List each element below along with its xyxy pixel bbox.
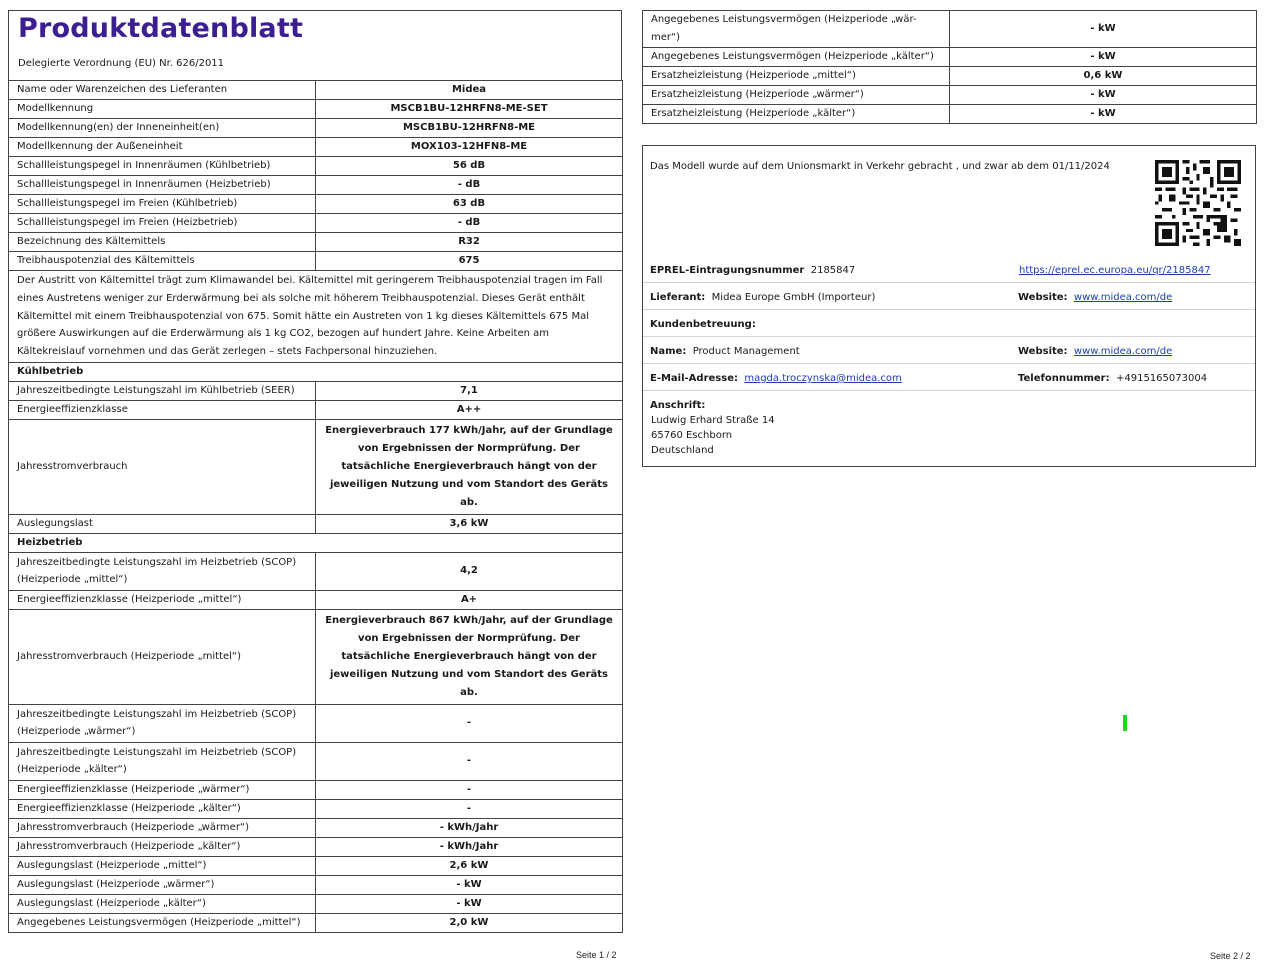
table-row [9, 252, 623, 271]
table-row [9, 381, 623, 400]
table-row [643, 86, 1257, 105]
refrigerant-note-row [9, 271, 623, 363]
table-row [643, 11, 1257, 48]
row-value: 2,6 kW [316, 856, 623, 875]
cooling-load-value: 3,6 kW [316, 514, 623, 533]
model-info-box [642, 145, 1256, 467]
supplier-line [650, 292, 875, 303]
row-value: - kW [950, 105, 1257, 124]
cooling-section-row [9, 362, 623, 381]
scop-mid-value: 4,2 [316, 552, 623, 590]
market-text: Das Modell wurde auf dem Unionsmarkt in Verkehr gebracht , und zwar ab dem 01/11/2024 [650, 161, 1110, 172]
scop-warm-label: Jahreszeitbedingte Leistungszahl im Heizbetrieb (SCOP) (Heizperiode „wärmer“) [9, 704, 316, 742]
heating-section-row [9, 533, 623, 552]
regulation-subtitle: Delegierte Verordnung (EU) Nr. 626/2011 [18, 58, 225, 69]
row-value: MSCB1BU-12HRFN8-ME-SET [316, 100, 623, 119]
supplier-value: Midea Europe GmbH (Importeur) [711, 292, 876, 303]
row-label: Ersatzheizleistung (Heizperiode „mittel“) [643, 67, 950, 86]
row-value: - [316, 780, 623, 799]
table-row [9, 856, 623, 875]
row-label: Jahresstromverbrauch (Heizperiode „wärmer“) [9, 818, 316, 837]
table-row [9, 742, 623, 780]
name-value: Product Management [692, 346, 800, 357]
website2-line [1018, 346, 1172, 357]
website-link[interactable]: www.midea.com/de [1073, 292, 1173, 303]
table-row [9, 81, 623, 100]
seer-label: Jahreszeitbedingte Leistungszahl im Kühlbetrieb (SEER) [9, 381, 316, 400]
table-row [9, 119, 623, 138]
row-value: - dB [316, 214, 623, 233]
email-line [650, 373, 902, 384]
row-label: Ersatzheizleistung (Heizperiode „wärmer“) [643, 86, 950, 105]
scop-cold-label: Jahreszeitbedingte Leistungszahl im Heizbetrieb (SCOP) (Heizperiode „kälter“) [9, 742, 316, 780]
eprel-label: EPREL-Eintragungsnummer [650, 265, 805, 276]
row-value: 63 dB [316, 195, 623, 214]
address-line-3: Deutschland [651, 445, 714, 456]
divider [643, 282, 1255, 283]
heating-class-mid-label: Energieeffizienzklasse (Heizperiode „mittel“) [9, 590, 316, 609]
supplier-label: Lieferant: [650, 292, 706, 303]
row-label: Modellkennung der Außeneinheit [9, 138, 316, 157]
name-label: Name: [650, 346, 687, 357]
website2-link[interactable]: www.midea.com/de [1073, 346, 1173, 357]
website2-label: Website: [1018, 346, 1068, 357]
row-value: - kW [316, 875, 623, 894]
row-label: Bezeichnung des Kältemittels [9, 233, 316, 252]
address-line-2: 65760 Eschborn [651, 430, 733, 441]
row-value: 675 [316, 252, 623, 271]
row-value: - kWh/Jahr [316, 818, 623, 837]
row-label: Name oder Warenzeichen des Lieferanten [9, 81, 316, 100]
text-cursor [1123, 715, 1127, 731]
table-row [9, 195, 623, 214]
row-label: Auslegungslast (Heizperiode „mittel“) [9, 856, 316, 875]
table-row [9, 704, 623, 742]
table-row [9, 818, 623, 837]
row-value: - kW [950, 48, 1257, 67]
row-value: Midea [316, 81, 623, 100]
table-row [643, 67, 1257, 86]
eprel-number: 2185847 [810, 265, 856, 276]
table-row [9, 214, 623, 233]
row-label: Modellkennung(en) der Inneneinheit(en) [9, 119, 316, 138]
cooling-consumption-value: Energieverbrauch 177 kWh/Jahr, auf der Grundlage von Ergebnissen der Normprüfung. Der tatsächliche Energieverbrauch hängt von der jeweiligen Nutzung und vom Standort des Geräts ab. [316, 419, 623, 514]
row-value: - [316, 799, 623, 818]
table-row [9, 157, 623, 176]
address-label: Anschrift: [650, 400, 706, 411]
row-value: - kW [316, 894, 623, 913]
phone-value: +4915165073004 [1115, 373, 1208, 384]
cooling-load-label: Auslegungslast [9, 514, 316, 533]
capacity-table [642, 10, 1257, 124]
eprel-link[interactable]: https://eprel.ec.europa.eu/qr/2185847 [1019, 265, 1211, 276]
email-link[interactable]: magda.troczynska@midea.com [744, 373, 902, 384]
row-value: - kW [950, 86, 1257, 105]
page-1 [8, 10, 622, 933]
divider [643, 309, 1255, 310]
address-line-1: Ludwig Erhard Straße 14 [651, 415, 775, 426]
heating-consumption-mid-value: Energieverbrauch 867 kWh/Jahr, auf der Grundlage von Ergebnissen der Normprüfung. Der tatsächliche Energieverbrauch hängt von der jeweiligen Nutzung und vom Standort des Geräts ab. [316, 609, 623, 704]
table-row [9, 138, 623, 157]
row-label: Schallleistungspegel im Freien (Kühlbetrieb) [9, 195, 316, 214]
table-row [9, 100, 623, 119]
cooling-class-value: A++ [316, 400, 623, 419]
scop-cold-value: - [316, 742, 623, 780]
page-2 [642, 10, 1256, 467]
eprel-line [650, 265, 855, 276]
row-value: 56 dB [316, 157, 623, 176]
heating-class-mid-value: A+ [316, 590, 623, 609]
table-row [9, 590, 623, 609]
row-value: - kW [950, 11, 1257, 48]
row-label: Auslegungslast (Heizperiode „wärmer“) [9, 875, 316, 894]
scop-mid-label: Jahreszeitbedingte Leistungszahl im Heizbetrieb (SCOP) (Heizperiode „mittel“) [9, 552, 316, 590]
row-value: MSCB1BU-12HRFN8-ME [316, 119, 623, 138]
product-data-table [8, 80, 623, 933]
website-line [1018, 292, 1172, 303]
qr-code-icon[interactable] [1155, 160, 1241, 246]
table-row [9, 400, 623, 419]
table-row [9, 799, 623, 818]
table-row [9, 913, 623, 932]
page-title: Produktdatenblatt [18, 13, 304, 44]
table-row [643, 105, 1257, 124]
customer-service-label: Kundenbetreuung: [650, 319, 756, 330]
row-label: Angegebenes Leistungsvermögen (Heizperiode „mittel“) [9, 913, 316, 932]
divider [643, 363, 1255, 364]
table-row [9, 176, 623, 195]
row-value: - dB [316, 176, 623, 195]
divider [643, 336, 1255, 337]
row-label: Modellkennung [9, 100, 316, 119]
table-row [9, 609, 623, 704]
page-2-footer: Seite 2 / 2 [1210, 951, 1251, 961]
cooling-section-title: Kühlbetrieb [9, 362, 623, 381]
row-label: Schallleistungspegel in Innenräumen (Heizbetrieb) [9, 176, 316, 195]
row-label: Schallleistungspegel im Freien (Heizbetrieb) [9, 214, 316, 233]
website-label: Website: [1018, 292, 1068, 303]
table-row [9, 552, 623, 590]
row-label: Angegebenes Leistungsvermögen (Heizperiode „wär-mer“) [643, 11, 950, 48]
row-label: Angegebenes Leistungsvermögen (Heizperiode „kälter“) [643, 48, 950, 67]
divider [643, 390, 1255, 391]
table-row [9, 837, 623, 856]
heating-section-title: Heizbetrieb [9, 533, 623, 552]
heating-consumption-mid-label: Jahresstromverbrauch (Heizperiode „mittel“) [9, 609, 316, 704]
phone-line [1018, 373, 1207, 384]
contact-name-line [650, 346, 800, 357]
table-row [9, 514, 623, 533]
table-row [9, 875, 623, 894]
email-label: E-Mail-Adresse: [650, 373, 738, 384]
page-1-footer: Seite 1 / 2 [576, 950, 617, 960]
table-row [643, 48, 1257, 67]
row-value: - kWh/Jahr [316, 837, 623, 856]
row-value: 2,0 kW [316, 913, 623, 932]
row-value: 0,6 kW [950, 67, 1257, 86]
row-label: Auslegungslast (Heizperiode „kälter“) [9, 894, 316, 913]
row-label: Schallleistungspegel in Innenräumen (Kühlbetrieb) [9, 157, 316, 176]
refrigerant-note: Der Austritt von Kältemittel trägt zum Klimawandel bei. Kältemittel mit geringerem Treibhauspotenzial tragen im Fall eines Austretens weniger zur Erderwärmung bei als solche mit höherem Treibhauspotenzial. Dieses Gerät enthält Kältemittel mit einem Treibhauspotenzial von 675. Somit hätte ein Austreten von 1 kg dieses Kältemittels 675 Mal größere Auswirkungen auf die Erderwärmung als 1 kg CO2, bezogen auf hundert Jahre. Keine Arbeiten am Kältekreislauf vornehmen und das Gerät zerlegen – stets Fachpersonal hinzuziehen. [9, 271, 623, 363]
row-value: R32 [316, 233, 623, 252]
row-label: Energieeffizienzklasse (Heizperiode „kälter“) [9, 799, 316, 818]
seer-value: 7,1 [316, 381, 623, 400]
table-row [9, 419, 623, 514]
row-label: Ersatzheizleistung (Heizperiode „kälter“) [643, 105, 950, 124]
table-row [9, 780, 623, 799]
row-value: MOX103-12HFN8-ME [316, 138, 623, 157]
scop-warm-value: - [316, 704, 623, 742]
cooling-class-label: Energieeffizienzklasse [9, 400, 316, 419]
table-row [9, 233, 623, 252]
title-box [8, 10, 622, 80]
phone-label: Telefonnummer: [1018, 373, 1110, 384]
row-label: Energieeffizienzklasse (Heizperiode „wärmer“) [9, 780, 316, 799]
row-label: Treibhauspotenzial des Kältemittels [9, 252, 316, 271]
cooling-consumption-label: Jahresstromverbrauch [9, 419, 316, 514]
table-row [9, 894, 623, 913]
row-label: Jahresstromverbrauch (Heizperiode „kälter“) [9, 837, 316, 856]
